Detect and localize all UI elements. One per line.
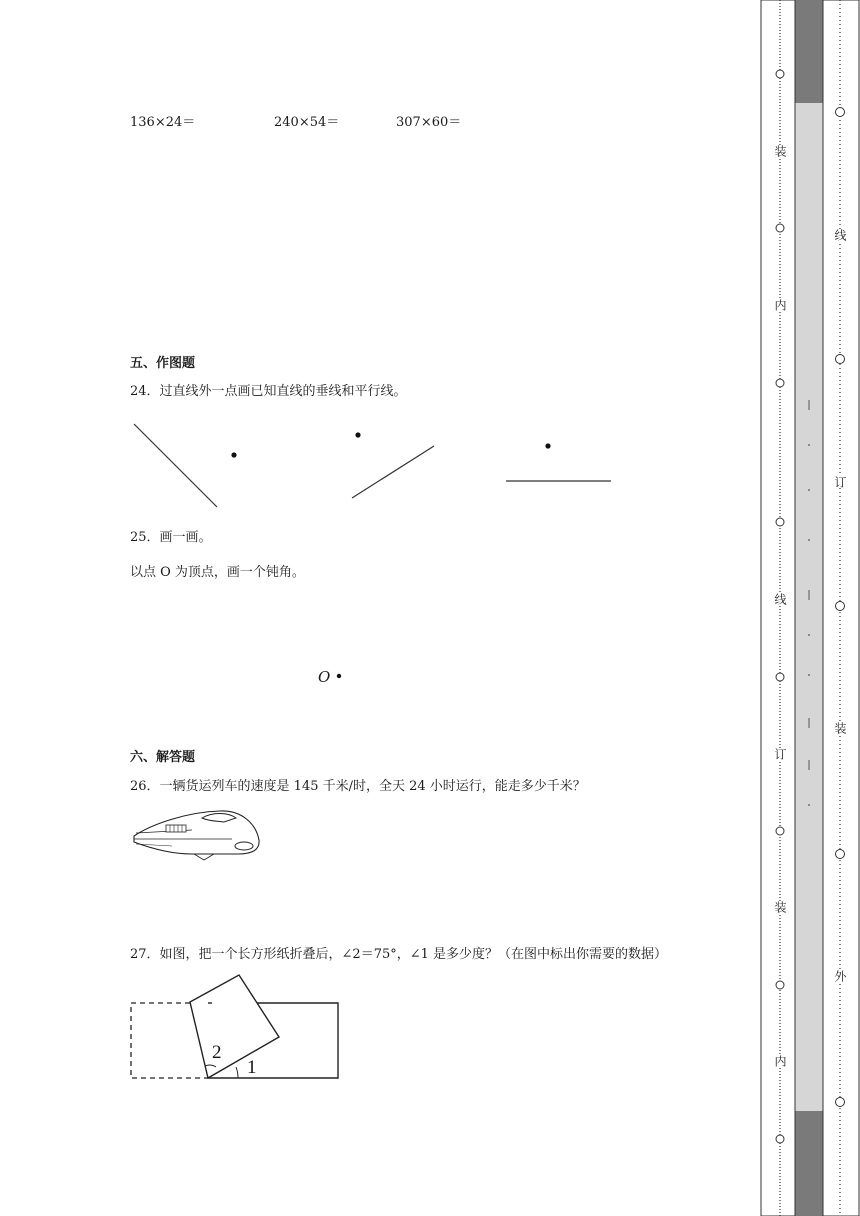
binding-label-nei-2: 内 (773, 1055, 787, 1067)
question-25: 25．画一画。 (130, 530, 212, 545)
section-heading-5: 五、作图题 (130, 356, 196, 371)
binding-label-zhuang-2: 装 (773, 901, 787, 913)
calc-item-2: 240×54＝ (274, 115, 340, 130)
question-25-instruction: 以点 O 为顶点，画一个钝角。 (130, 565, 305, 580)
q24-figure (120, 418, 630, 513)
binding-label-xian-1: 线 (773, 593, 787, 605)
q24-line-2 (352, 446, 434, 498)
binding-margin-graphics (760, 0, 860, 1216)
q24-point-2 (355, 432, 360, 437)
q24-point-1 (231, 452, 236, 457)
section-heading-6: 六、解答题 (130, 750, 196, 765)
angle-label-2: 2 (212, 1042, 222, 1063)
binding-label-nei-1: 内 (773, 299, 787, 311)
question-27: 27．如图，把一个长方形纸折叠后，∠2＝75°，∠1 是多少度？（在图中标出你需要的数据） (130, 947, 668, 962)
train-image (132, 806, 262, 866)
question-24: 24．过直线外一点画已知直线的垂线和平行线。 (130, 384, 407, 399)
q27-folded-rectangle-figure (128, 970, 343, 1085)
question-26: 26．一辆货运列车的速度是 145 千米/时，全天 24 小时运行，能走多少千米？ (130, 779, 586, 794)
outer-label-zhuang: 装 (833, 722, 847, 734)
q24-point-3 (545, 443, 550, 448)
angle-label-1: 1 (247, 1057, 257, 1078)
outer-label-ding: 订 (833, 476, 847, 488)
point-o-label: O (318, 668, 331, 686)
q24-line-1 (134, 424, 217, 507)
calc-item-1: 136×24＝ (130, 115, 196, 130)
binding-label-ding-1: 订 (773, 748, 787, 760)
binding-margin (760, 0, 860, 1216)
angle-arc-1 (236, 1067, 238, 1078)
outer-label-wai: 外 (833, 970, 847, 982)
point-o (336, 673, 342, 679)
binding-label-zhuang-1: 装 (773, 145, 787, 157)
outer-label-xian: 线 (833, 229, 847, 241)
folded-flap (190, 975, 279, 1078)
calc-item-3: 307×60＝ (396, 115, 462, 130)
